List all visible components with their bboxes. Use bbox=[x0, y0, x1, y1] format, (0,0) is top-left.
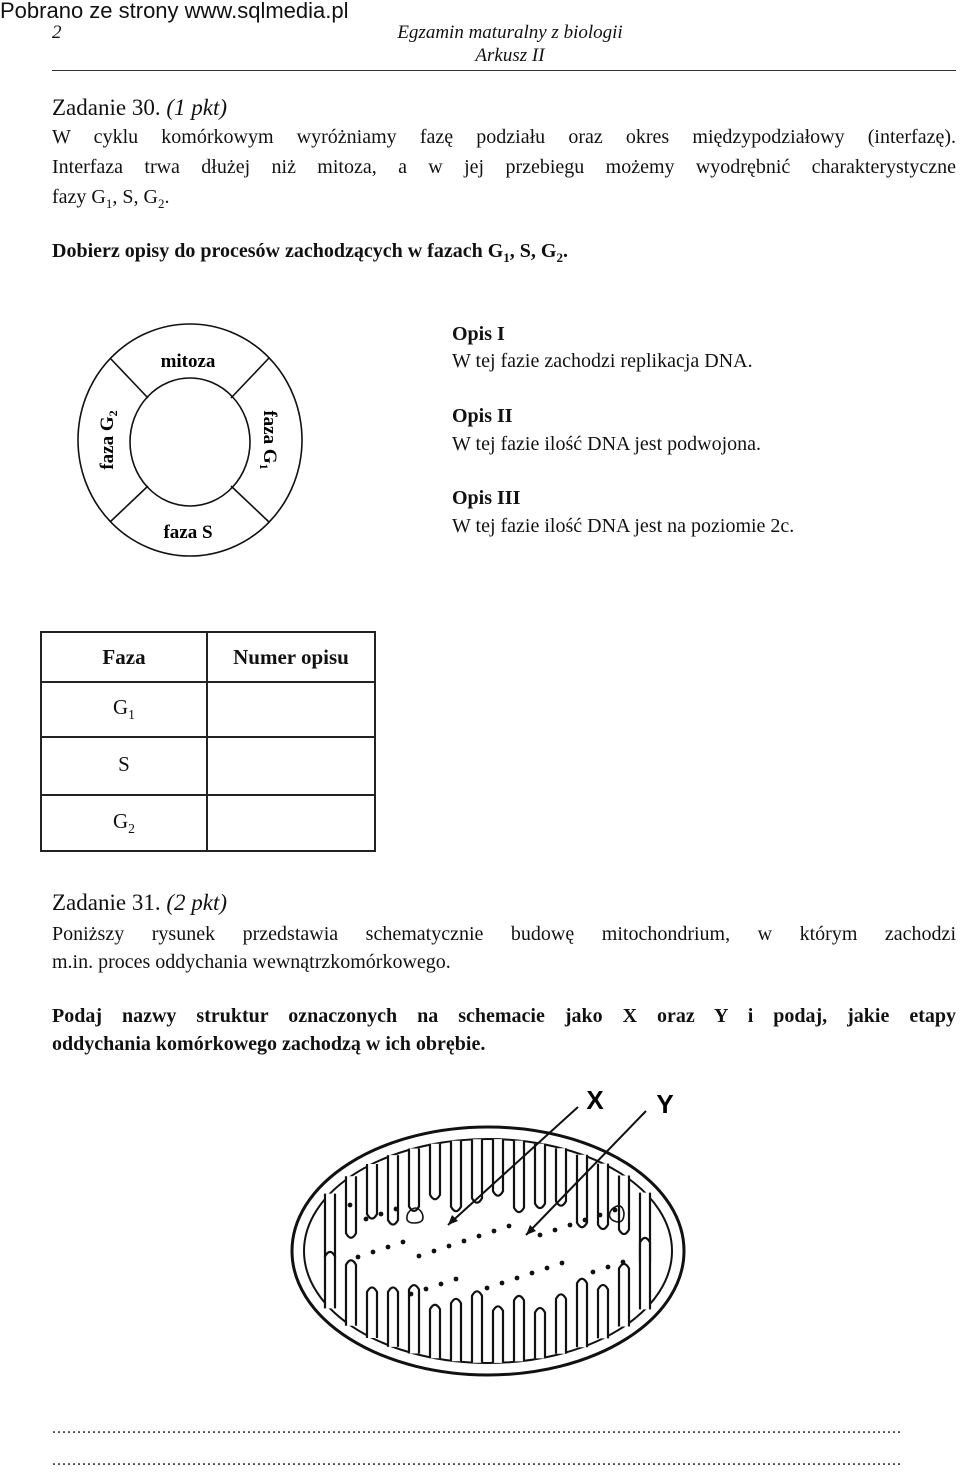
task-30-intro-line-3: fazy $G_1$, S, $G_2$. bbox=[52, 186, 170, 211]
table-header-phase: Faza bbox=[41, 632, 207, 682]
crista-fold-bottom bbox=[535, 1308, 545, 1359]
crista-fold-bottom bbox=[472, 1291, 482, 1363]
matrix-granule bbox=[417, 1254, 422, 1259]
matrix-granule bbox=[454, 1277, 459, 1282]
crista-fold-top bbox=[556, 1148, 566, 1206]
answer-cell-g2[interactable] bbox=[207, 795, 375, 851]
crista-fold-top bbox=[535, 1144, 545, 1209]
task-31-number: Zadanie 31. bbox=[52, 890, 161, 915]
matrix-granule bbox=[507, 1224, 512, 1229]
matrix-granule bbox=[348, 1203, 353, 1208]
matrix-granule bbox=[591, 1270, 596, 1275]
task-31-points: (2 pkt) bbox=[166, 890, 227, 915]
matrix-granule bbox=[409, 1292, 414, 1297]
crista-fold-bottom bbox=[346, 1260, 356, 1326]
crista-fold-bottom bbox=[451, 1299, 461, 1362]
exam-title: Egzamin maturalny z biologii bbox=[397, 22, 623, 43]
description-2-text: W tej fazie ilość DNA jest podwojona. bbox=[452, 433, 762, 455]
crista-fold-bottom bbox=[598, 1285, 608, 1339]
crista-fold-top bbox=[451, 1141, 461, 1212]
matrix-granule bbox=[545, 1266, 550, 1271]
label-faza-g2: faza $G_2$ bbox=[97, 410, 120, 470]
matrix-granule bbox=[439, 1282, 444, 1287]
description-2-title: Opis II bbox=[452, 405, 513, 427]
answer-cell-g1[interactable] bbox=[207, 682, 375, 737]
crista-fold-top bbox=[430, 1144, 440, 1200]
crista-fold-top bbox=[388, 1155, 398, 1225]
matrix-granule bbox=[492, 1229, 497, 1234]
crista-fold-top bbox=[577, 1155, 587, 1228]
description-3-title: Opis III bbox=[452, 487, 521, 509]
crista-fold-top bbox=[367, 1164, 377, 1219]
label-faza-g1: faza $G_1$ bbox=[257, 410, 280, 470]
page-number: 2 bbox=[52, 22, 62, 43]
table-header-row bbox=[41, 632, 375, 682]
task-30-command: Dobierz opisy do procesów zachodzących w fazach $G_1$, S, $G_2$. bbox=[52, 240, 568, 265]
matrix-granule bbox=[515, 1276, 520, 1281]
crista-fold-top bbox=[409, 1148, 419, 1211]
table-cell-phase: $G_1$ bbox=[41, 682, 207, 737]
table-cell-phase: $G_2$ bbox=[41, 795, 207, 851]
matrix-granule bbox=[432, 1249, 437, 1254]
crista-fold-top bbox=[514, 1141, 524, 1213]
description-1-text: W tej fazie zachodzi replikacja DNA. bbox=[452, 350, 753, 372]
table-cell-phase: S bbox=[41, 737, 207, 795]
answer-cell-s[interactable] bbox=[207, 737, 375, 795]
cell-cycle-diagram bbox=[74, 318, 314, 566]
matrix-granule bbox=[553, 1228, 558, 1233]
crista-fold-bottom bbox=[325, 1252, 335, 1309]
matrix-granule bbox=[364, 1217, 369, 1222]
matrix-granule bbox=[462, 1239, 467, 1244]
matrix-granule bbox=[394, 1207, 399, 1212]
crista-fold-bottom bbox=[577, 1279, 587, 1348]
table-row bbox=[41, 682, 375, 737]
crista-fold-bottom bbox=[514, 1296, 524, 1361]
source-watermark: Pobrano ze strony www.sqlmedia.pl bbox=[0, 0, 349, 23]
matrix-granule bbox=[606, 1265, 611, 1270]
task-31-command-line-1: Podaj nazwy struktur oznaczonych na schemacie jako X oraz Y i podaj, jakie etapy bbox=[52, 1005, 956, 1027]
crista-fold-bottom bbox=[640, 1238, 650, 1310]
task-30-number: Zadanie 30. bbox=[52, 95, 161, 120]
table-row bbox=[41, 737, 375, 795]
answer-line-1[interactable]: .......................................................................................................................................................................... bbox=[52, 1420, 902, 1437]
matrix-granule bbox=[560, 1261, 565, 1266]
crista-fold-top bbox=[472, 1139, 482, 1203]
matrix-granule bbox=[538, 1233, 543, 1238]
matrix-granule bbox=[356, 1255, 361, 1260]
task-31-command-line-2: oddychania komórkowego zachodzą w ich obrębie. bbox=[52, 1033, 486, 1055]
task-31-intro-line-2: m.in. proces oddychania wewnątrzkomórkowego. bbox=[52, 951, 451, 973]
matrix-granule bbox=[401, 1240, 406, 1245]
matrix-granule bbox=[583, 1218, 588, 1223]
crista-fold-top bbox=[493, 1139, 503, 1196]
matrix-granule bbox=[379, 1212, 384, 1217]
divider-bottom-right bbox=[231, 486, 269, 522]
mitochondrion-diagram bbox=[290, 1075, 720, 1395]
matrix-granule bbox=[530, 1271, 535, 1276]
label-mitoza: mitoza bbox=[160, 351, 216, 372]
matrix-granule bbox=[568, 1223, 573, 1228]
task-30-heading bbox=[52, 95, 227, 121]
matrix-granule bbox=[500, 1281, 505, 1286]
task-31-intro-line-1: Poniższy rysunek przedstawia schematycznie budowę mitochondrium, w którym zachodzi bbox=[52, 923, 956, 945]
matrix-granule bbox=[598, 1213, 603, 1218]
header-divider bbox=[52, 70, 956, 71]
crista-fold-top bbox=[619, 1176, 629, 1235]
matrix-granule bbox=[477, 1234, 482, 1239]
divider-top-left bbox=[110, 358, 148, 398]
answer-table bbox=[40, 631, 376, 852]
task-30-points: (1 pkt) bbox=[166, 95, 227, 120]
matrix-granule bbox=[485, 1286, 490, 1291]
divider-top-right bbox=[231, 358, 269, 398]
answer-line-2[interactable]: .......................................................................................................................................................................... bbox=[52, 1452, 902, 1469]
inner-membrane bbox=[304, 1139, 672, 1363]
crista-fold-bottom bbox=[430, 1305, 440, 1359]
matrix-granule bbox=[386, 1245, 391, 1250]
divider-bottom-left bbox=[110, 486, 148, 522]
label-x: X bbox=[586, 1085, 604, 1115]
task-30-intro-line-2: Interfaza trwa dłużej niż mitoza, a w jej przebiegu możemy wyodrębnić charakterystyczne bbox=[52, 156, 956, 178]
crista-fold-bottom bbox=[493, 1306, 503, 1363]
crista-fold-bottom bbox=[388, 1287, 398, 1347]
label-y: Y bbox=[656, 1089, 674, 1119]
table-row bbox=[41, 795, 375, 851]
task-30-intro-line-1: W cyklu komórkowym wyróżniamy fazę podziału oraz okres międzypodziałowy (interfazę). bbox=[52, 126, 956, 148]
label-faza-s: faza S bbox=[163, 522, 213, 543]
task-31-heading bbox=[52, 890, 227, 916]
crista-fold-top bbox=[598, 1164, 608, 1230]
matrix-granule bbox=[621, 1260, 626, 1265]
crista-fold-bottom bbox=[367, 1287, 377, 1338]
description-1-title: Opis I bbox=[452, 323, 505, 345]
description-3-text: W tej fazie ilość DNA jest na poziomie 2c. bbox=[452, 515, 795, 537]
matrix-granule bbox=[447, 1244, 452, 1249]
table-header-description-number: Numer opisu bbox=[207, 632, 375, 682]
matrix-granule bbox=[371, 1250, 376, 1255]
crista-fold-bottom bbox=[556, 1294, 566, 1354]
crista-fold-bottom bbox=[619, 1264, 629, 1327]
matrix-granule bbox=[424, 1287, 429, 1292]
exam-sheet: Arkusz II bbox=[475, 45, 545, 66]
